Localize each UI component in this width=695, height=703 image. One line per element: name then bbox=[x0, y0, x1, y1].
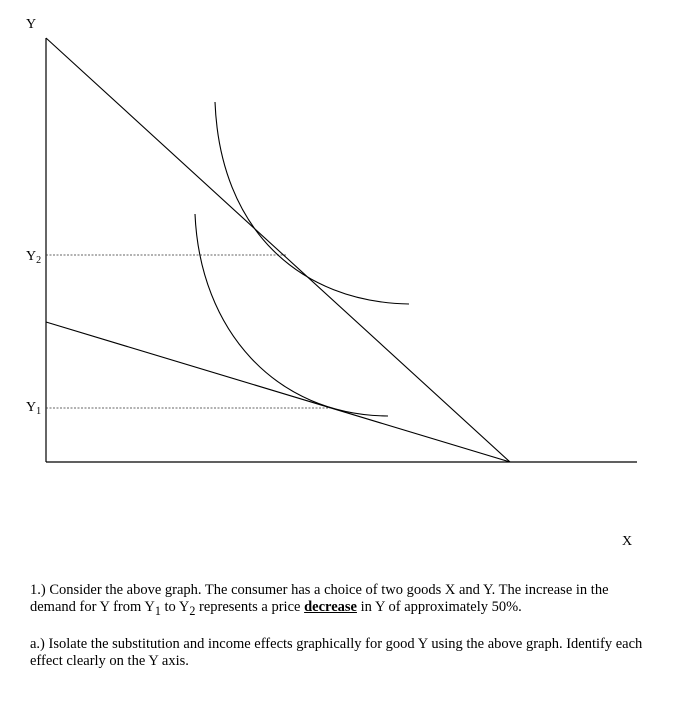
question-1-text: 1.) Consider the above graph. The consumer has a choice of two goods X and Y. The increase in the demand for Y from $Y_1$ to $Y_2$ represents a price decrease in Y of approximately 50%. bbox=[30, 582, 609, 618]
indifference-curve-low bbox=[195, 214, 388, 416]
new-budget-line bbox=[46, 322, 510, 462]
y-axis-label: Y bbox=[26, 17, 37, 32]
indifference-curve-high bbox=[215, 102, 409, 304]
original-budget-line bbox=[46, 38, 510, 462]
decrease-emphasis: decrease bbox=[304, 599, 357, 615]
question-a-text: a.) Isolate the substitution and income effects graphically for good Y using the above graph. Identify each effect clearly on the Y axis. bbox=[30, 636, 643, 669]
y1-label: $Y_1$ bbox=[26, 400, 42, 417]
y2-label: $Y_2$ bbox=[26, 249, 42, 266]
x-axis-label: X bbox=[622, 534, 633, 549]
